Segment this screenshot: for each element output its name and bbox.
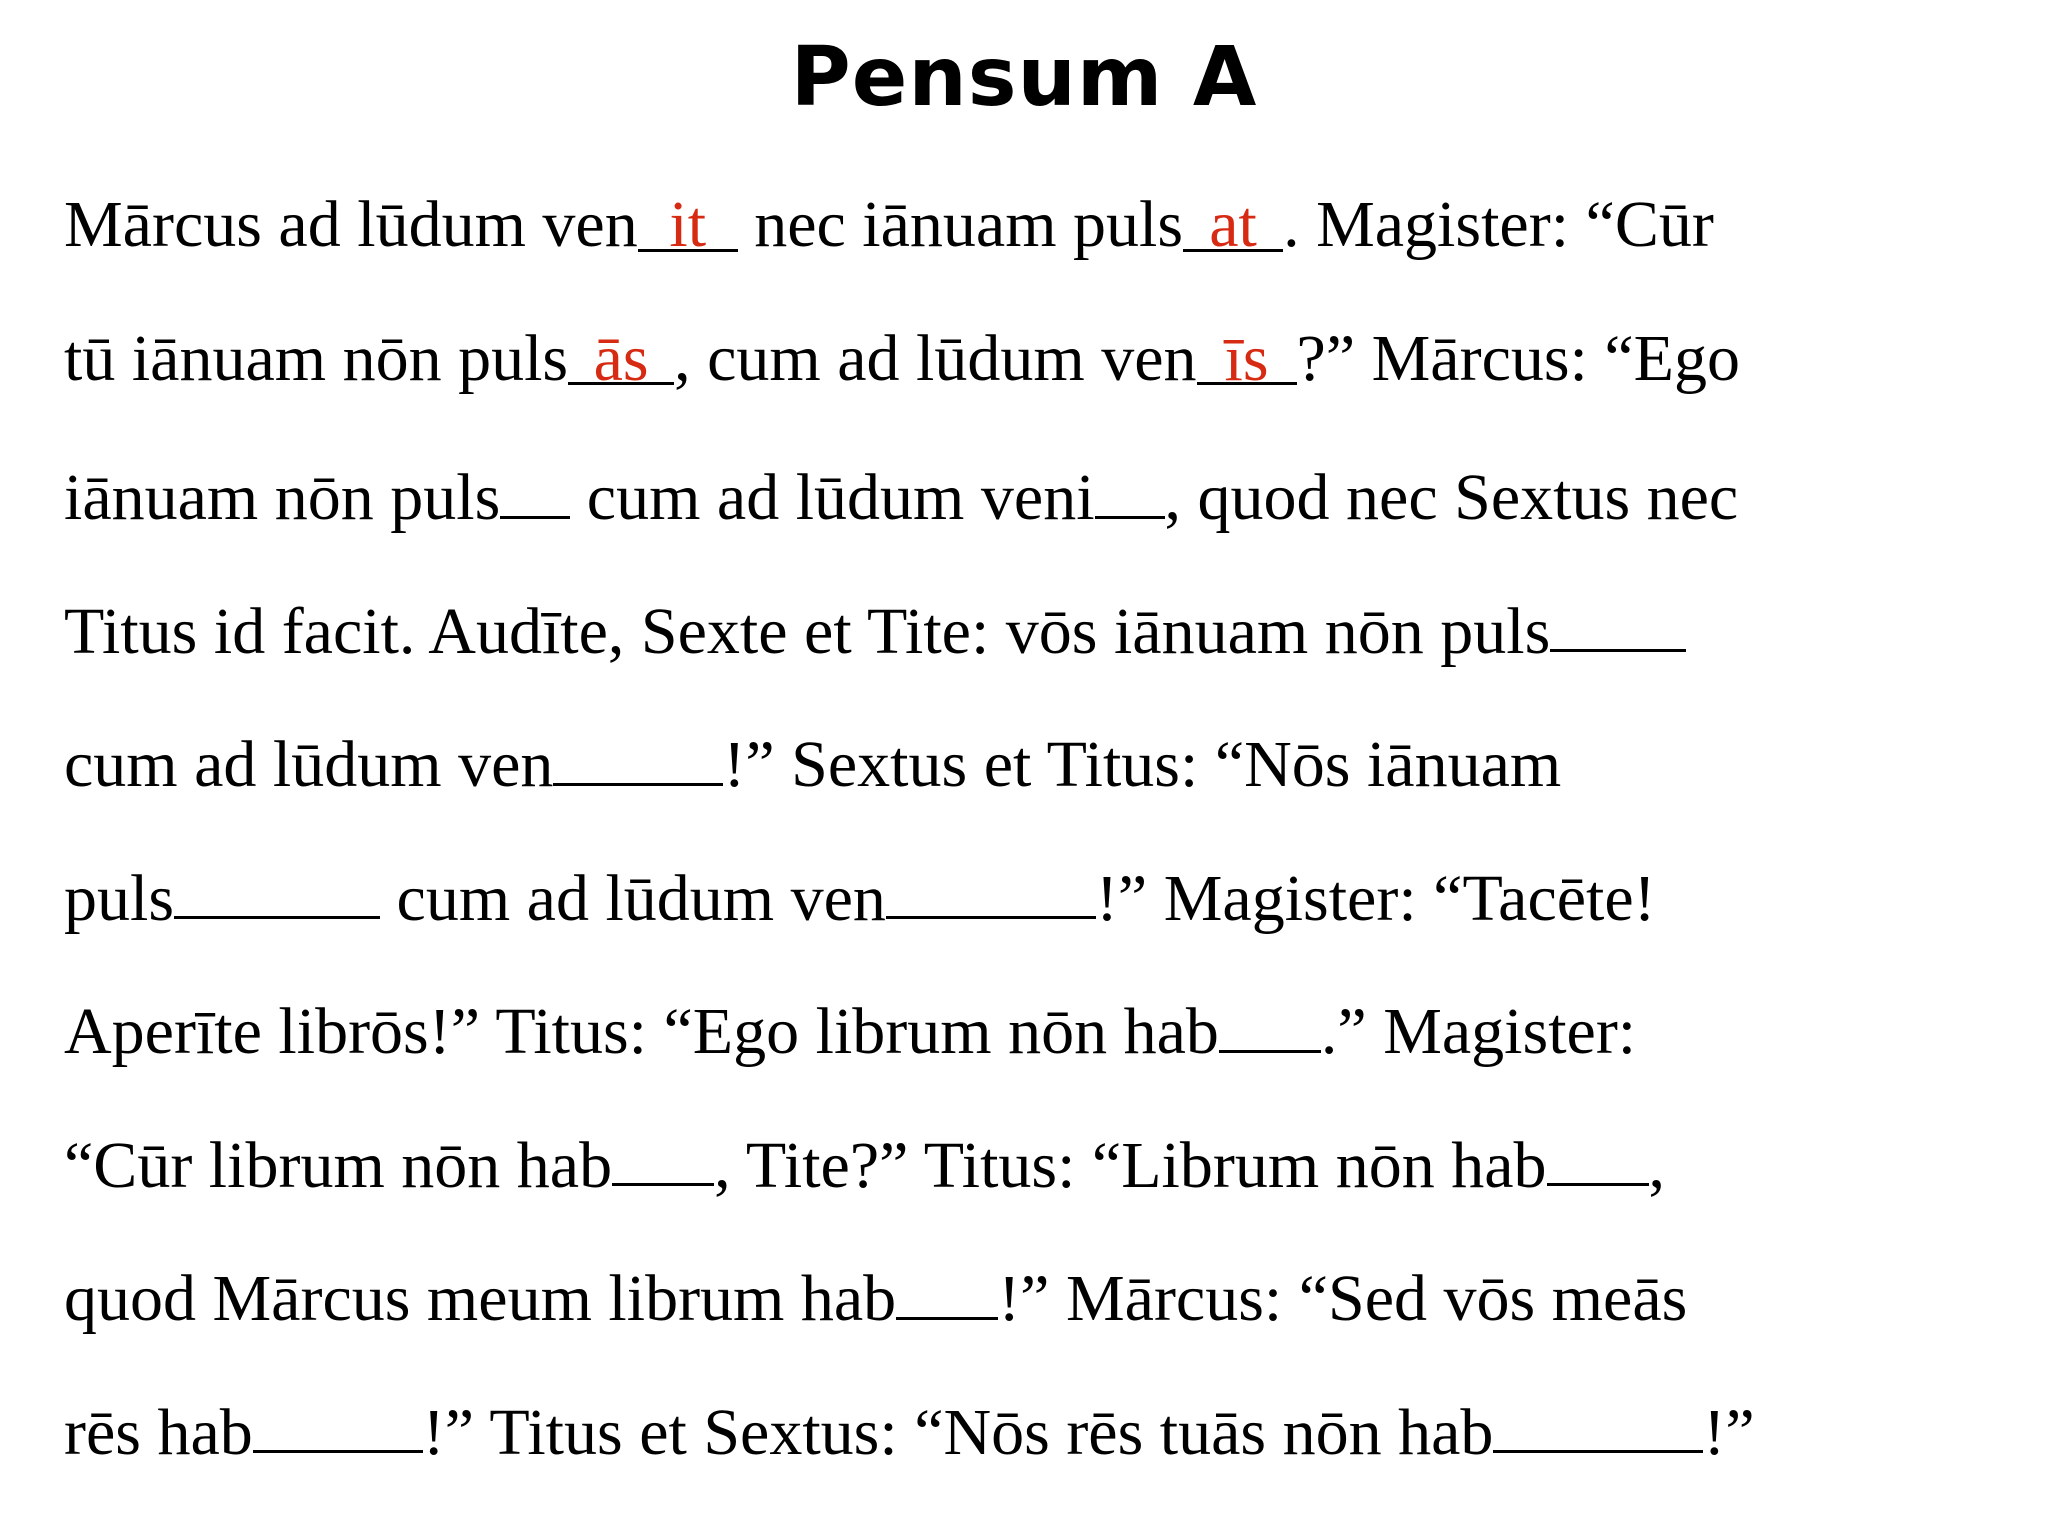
passage-text: rēs hab bbox=[64, 1395, 253, 1469]
empty-blank[interactable] bbox=[1095, 459, 1165, 519]
empty-blank[interactable] bbox=[174, 860, 380, 920]
passage-line bbox=[64, 860, 1656, 935]
passage-text: Aperīte librōs!” Titus: “Ego librum nōn hab bbox=[64, 994, 1219, 1068]
passage-line bbox=[64, 1260, 1688, 1335]
passage-text: !” Titus et Sextus: “Nōs rēs tuās nōn hab bbox=[422, 1395, 1494, 1469]
passage-text: tū iānuam nōn puls bbox=[64, 321, 569, 395]
passage-text: !” Mārcus: “Sed vōs meās bbox=[998, 1261, 1688, 1335]
filled-blank[interactable]: at bbox=[1183, 192, 1283, 252]
passage-text: puls bbox=[64, 861, 175, 935]
empty-blank[interactable] bbox=[886, 860, 1096, 920]
passage-text: . Magister: “Cūr bbox=[1283, 188, 1714, 261]
passage-text: quod Mārcus meum librum hab bbox=[64, 1261, 897, 1335]
passage-text: “Cūr librum nōn hab bbox=[64, 1128, 613, 1202]
passage-text: ?” Mārcus: “Ego bbox=[1296, 321, 1741, 395]
empty-blank[interactable] bbox=[1547, 1127, 1649, 1187]
passage-line bbox=[64, 1127, 1665, 1202]
empty-blank[interactable] bbox=[553, 726, 723, 786]
passage-text: !” Sextus et Titus: “Nōs iānuam bbox=[723, 727, 1562, 801]
passage-text: Mārcus ad lūdum ven bbox=[64, 188, 638, 261]
passage-line bbox=[64, 993, 1637, 1068]
empty-blank[interactable] bbox=[896, 1260, 998, 1320]
passage-text: , Tite?” Titus: “Librum nōn hab bbox=[714, 1128, 1547, 1202]
passage-line bbox=[64, 459, 1739, 534]
passage-text: cum ad lūdum ven bbox=[380, 861, 886, 935]
passage-text: , cum ad lūdum ven bbox=[674, 321, 1197, 395]
passage-text: !” bbox=[1703, 1395, 1755, 1469]
empty-blank[interactable] bbox=[500, 459, 570, 519]
passage-text: nec iānuam puls bbox=[737, 188, 1184, 261]
empty-blank[interactable] bbox=[1493, 1394, 1703, 1454]
filled-blank[interactable]: it bbox=[638, 192, 738, 252]
empty-blank[interactable] bbox=[1219, 993, 1321, 1053]
filled-blank[interactable]: ās bbox=[568, 326, 674, 386]
passage-line bbox=[64, 593, 1686, 668]
passage-text: !” Magister: “Tacēte! bbox=[1095, 861, 1656, 935]
passage-text: iānuam nōn puls bbox=[64, 460, 501, 534]
passage-line bbox=[64, 1394, 1755, 1469]
passage-text: Titus id facit. Audīte, Sexte et Tite: vōs iānuam nōn puls bbox=[64, 594, 1551, 668]
filled-blank[interactable]: īs bbox=[1197, 326, 1297, 386]
passage-text: , bbox=[1648, 1128, 1665, 1202]
empty-blank[interactable] bbox=[1550, 593, 1686, 653]
passage-text: , quod nec Sextus nec bbox=[1164, 460, 1739, 534]
page-title: Pensum A bbox=[790, 30, 1258, 125]
empty-blank[interactable] bbox=[253, 1394, 423, 1454]
passage-line bbox=[64, 726, 1562, 801]
passage-line bbox=[64, 321, 1741, 395]
passage-text: cum ad lūdum ven bbox=[64, 727, 554, 801]
passage-line bbox=[64, 188, 1714, 261]
empty-blank[interactable] bbox=[612, 1127, 714, 1187]
passage-text: cum ad lūdum veni bbox=[570, 460, 1095, 534]
passage-text: .” Magister: bbox=[1320, 994, 1637, 1068]
